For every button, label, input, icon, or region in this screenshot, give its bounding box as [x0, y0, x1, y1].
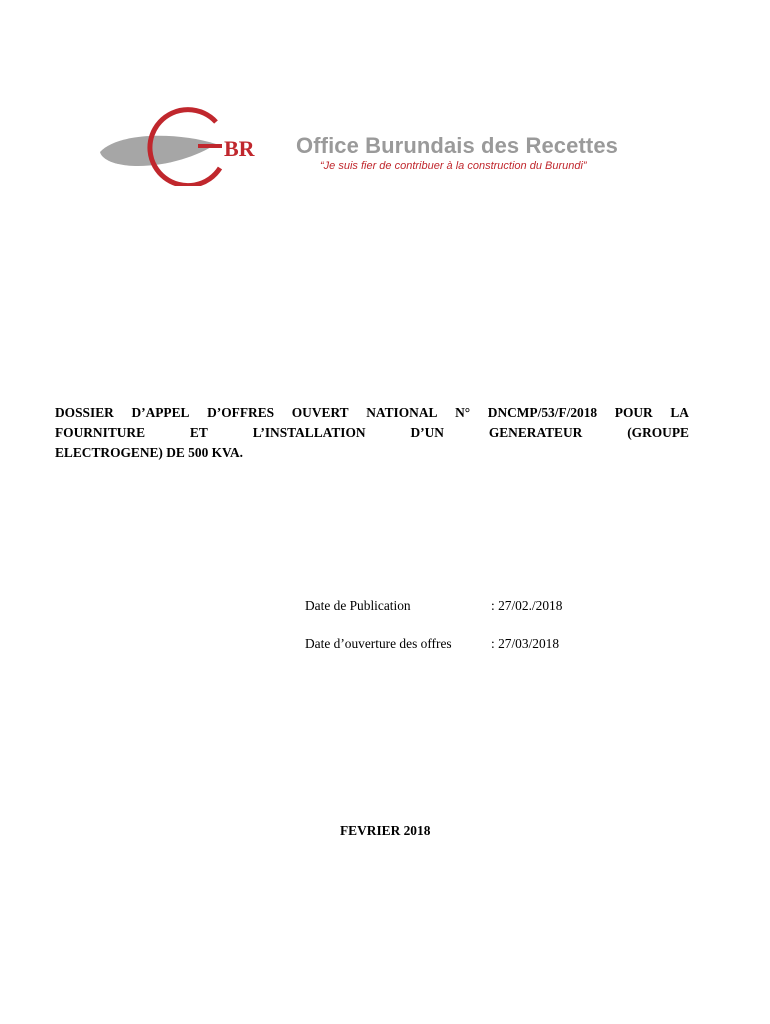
document-month: FEVRIER 2018 [340, 823, 431, 838]
title-word: L’INSTALLATION [252, 425, 366, 440]
publication-date-value: : 27/02./2018 [491, 598, 563, 613]
title-word: POUR [614, 405, 653, 420]
title-word: DOSSIER [55, 405, 114, 420]
title-line-3: ELECTROGENE) DE 500 KVA. [55, 445, 243, 460]
logo-graphic [98, 104, 298, 186]
dates-block [305, 598, 562, 674]
title-word: ET [189, 425, 208, 440]
opening-date-row [305, 636, 562, 674]
title-word: D’APPEL [131, 405, 190, 420]
title-word: FOURNITURE [55, 425, 146, 440]
logo-swoosh [100, 136, 216, 166]
opening-date-label: Date d’ouverture des offres [305, 636, 452, 651]
title-line-2 [55, 423, 689, 443]
title-word: NATIONAL [366, 405, 438, 420]
publication-date-row [305, 598, 562, 636]
logo-letters: BR [224, 136, 255, 161]
title-word: N° [455, 405, 471, 420]
obr-logo [98, 104, 298, 186]
publication-date-label: Date de Publication [305, 598, 411, 613]
title-line-1 [55, 403, 689, 423]
title-word: D’UN [410, 425, 444, 440]
title-word: GENERATEUR [488, 425, 583, 440]
organization-slogan: “Je suis fier de contribuer à la construction du Burundi” [320, 160, 587, 172]
opening-date-value: : 27/03/2018 [491, 636, 560, 651]
title-word: DNCMP/53/F/2018 [487, 405, 598, 420]
title-word: D’OFFRES [207, 405, 275, 420]
document-title [55, 403, 689, 463]
title-word: LA [670, 405, 689, 420]
organization-name: Office Burundais des Recettes [296, 133, 618, 158]
title-word: (GROUPE [627, 425, 689, 440]
title-word: OUVERT [291, 405, 349, 420]
